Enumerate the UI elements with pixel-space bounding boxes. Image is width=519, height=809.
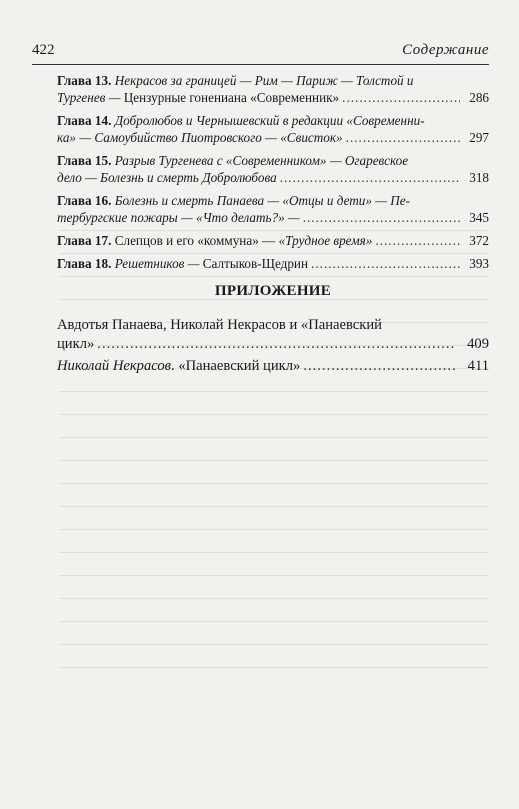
entry-text-segment: Салтыков-Щедрин [202,256,309,271]
entry-text-segment: Николай Некрасов [57,358,172,374]
entry-text-segment: Авдотья Панаева, Николай Некрасов и «Панаевский [57,317,382,333]
entry-line [57,255,489,272]
page-number: 422 [32,42,55,58]
appendix-heading: ПРИЛОЖЕНИЕ [214,283,332,299]
page-ref: 409 [467,336,489,352]
entry-line [57,357,489,376]
entry-text-segment: ка» — Самоубийство Пиотровского — «Свисток» [57,130,343,145]
chapter-label: Глава 13. [57,73,112,88]
entry-line [57,335,489,354]
entry-text-segment: тербургские пожары — «Что делать?» — [57,210,300,225]
dot-leader [303,209,460,226]
dot-leader [375,232,460,249]
dot-leader [97,335,456,354]
entry-text-segment: цикл» [57,336,95,352]
chapter-label: Глава 16. [57,193,112,208]
entry-text-segment: Слепцов и его «коммуна» — [114,233,279,248]
entry-text-segment: Решетников — [114,256,203,271]
page-header [32,40,489,65]
dot-leader [280,169,460,186]
entry-line [57,209,489,226]
dot-leader [342,89,460,106]
appendix-list [57,316,489,379]
page-ref: 393 [469,256,489,271]
chapter-label: Глава 15. [57,153,112,168]
entry-text-segment: Болезнь и смерть Панаева — «Отцы и дети» — Пе- [114,193,411,208]
page-ref: 297 [469,130,489,145]
entry-text-segment: Тургенев — [57,90,124,105]
entry-text-segment: Разрыв Тургенева с «Современником» — Огаревское [114,153,409,168]
entry-text-segment: Добролюбов и Чернышевский в редакции «Современни- [114,113,425,128]
entry-line [57,152,489,169]
entry-line [57,316,489,335]
dot-leader [311,255,460,272]
toc-entry[interactable] [57,357,489,376]
dot-leader [346,129,460,146]
entry-line [57,232,489,249]
page-ref: 318 [469,170,489,185]
entry-text-segment: . «Панаевский цикл» [171,358,301,374]
page-ref: 286 [469,90,489,105]
toc-entry[interactable] [57,152,489,186]
entry-text-segment: Некрасов за границей — Рим — Париж — Толстой и [114,73,414,88]
entry-line [57,129,489,146]
toc-entry[interactable] [57,316,489,354]
entry-line [57,112,489,129]
page-ref: 345 [469,210,489,225]
entry-text-segment: Цензурные гонениана «Современник» [123,90,340,105]
entry-line [57,72,489,89]
running-title: Содержание [402,42,489,58]
entry-text-segment: «Трудное время» [278,233,373,248]
chapter-label: Глава 14. [57,113,112,128]
toc-entry[interactable] [57,232,489,249]
page-ref: 372 [469,233,489,248]
toc-entry[interactable] [57,112,489,146]
chapter-label: Глава 18. [57,256,112,271]
toc-entry[interactable] [57,72,489,106]
entry-text-segment: дело — Болезнь и смерть Добролюбова [57,170,277,185]
table-of-contents [57,72,489,278]
chapter-label: Глава 17. [57,233,112,248]
dot-leader [303,357,456,376]
toc-entry[interactable] [57,255,489,272]
page-ref: 411 [467,358,489,374]
entry-line [57,192,489,209]
bleed-through [60,230,489,779]
entry-line [57,89,489,106]
entry-line [57,169,489,186]
toc-entry[interactable] [57,192,489,226]
